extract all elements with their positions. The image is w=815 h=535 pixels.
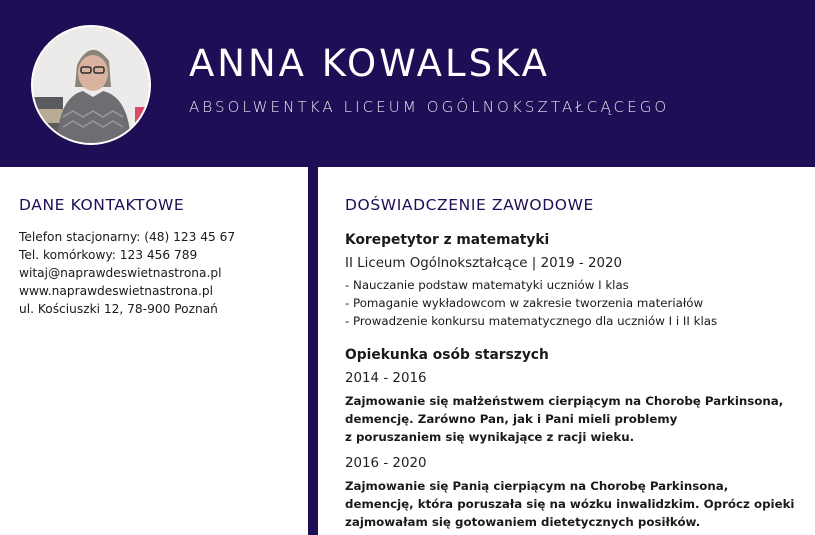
- job-description-line: Zajmowanie się Panią cierpiącym na Chorobę Parkinsona,: [345, 479, 729, 493]
- job-description-line: demencję, która poruszała się na wózku inwalidzkim. Oprócz opieki: [345, 497, 795, 511]
- job-entry: [345, 345, 805, 531]
- person-subtitle: ABSOLWENTKA LICEUM OGÓLNOKSZTAŁCĄCEGO: [189, 98, 670, 116]
- job-description-line: demencję. Zarówno Pan, jak i Pani mieli problemy: [345, 412, 678, 426]
- contact-landline: Telefon stacjonarny: (48) 123 45 67: [19, 230, 236, 244]
- experience-title: DOŚWIADCZENIE ZAWODOWE: [345, 196, 594, 214]
- job-description-line: Zajmowanie się małżeństwem cierpiącym na Chorobę Parkinsona,: [345, 394, 784, 408]
- job-bullets: [345, 276, 805, 330]
- contact-mobile: Tel. komórkowy: 123 456 789: [19, 248, 198, 262]
- person-name: ANNA KOWALSKA: [189, 42, 550, 85]
- job-bullet: - Nauczanie podstaw matematyki uczniów I klas: [345, 278, 629, 292]
- job-subtitle: II Liceum Ogólnokształcące | 2019 - 2020: [345, 256, 623, 271]
- contact-email[interactable]: witaj@naprawdeswietnastrona.pl: [19, 266, 222, 280]
- job-description: [345, 392, 805, 446]
- contact-title: DANE KONTAKTOWE: [19, 196, 185, 214]
- job-title: Korepetytor z matematyki: [345, 232, 550, 248]
- job-bullet: - Prowadzenie konkursu matematycznego dla uczniów I i II klas: [345, 314, 718, 328]
- job-period: 2014 - 2016: [345, 371, 427, 386]
- contact-section: [19, 195, 299, 318]
- column-divider: [308, 167, 318, 535]
- job-description-line: z poruszaniem się wynikające z racji wieku.: [345, 430, 635, 444]
- experience-section: [345, 195, 805, 531]
- job-entry: [345, 230, 805, 330]
- contact-address: ul. Kościuszki 12, 78-900 Poznań: [19, 302, 218, 316]
- contact-list: [19, 228, 299, 318]
- contact-website[interactable]: www.naprawdeswietnastrona.pl: [19, 284, 213, 298]
- job-period: 2016 - 2020: [345, 456, 427, 471]
- profile-photo-image: [33, 27, 149, 143]
- job-description-line: zajmowałam się gotowaniem dietetycznych posiłków.: [345, 515, 701, 529]
- profile-photo: [31, 25, 151, 145]
- job-description: [345, 477, 805, 531]
- job-title: Opiekunka osób starszych: [345, 347, 549, 363]
- job-bullet: - Pomaganie wykładowcom w zakresie tworzenia materiałów: [345, 296, 704, 310]
- header-banner: [0, 0, 815, 167]
